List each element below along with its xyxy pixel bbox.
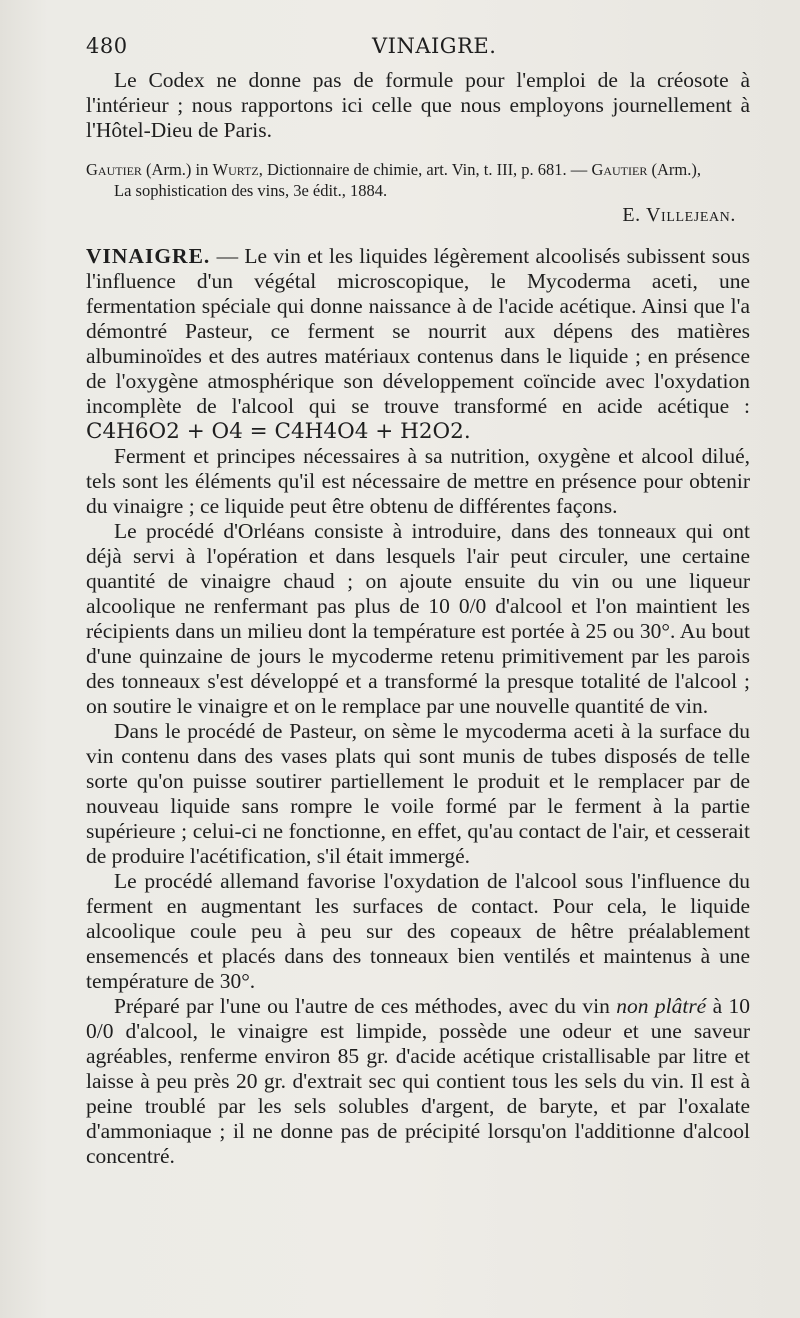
- entry-paragraph-5: Le procédé allemand favorise l'oxydation de l'alcool sous l'influence du ferment en augmentant les surfaces de contact. Pour cela, le liquide alcoolique coule peu à peu sur des copeaux de hêtre préalablement ensemencés et placés dans des tonneaux bien ventilés et maintenus à une température de 30°.: [86, 869, 750, 993]
- ref-author: Wurtz: [212, 160, 259, 179]
- reference-line-1: [86, 159, 750, 180]
- ref-text: (Arm.),: [647, 160, 701, 179]
- para6-text: à 10 0/0 d'alcool, le vinaigre est limpide, possède une odeur et une saveur agréables, renferme environ 85 gr. d'acide acétique cristallisable par litre et laisse à peu près 20 gr. d'extrait sec qui contient tous les sels du vin. Il est à peine troublé par les sels solubles d'argent, de baryte, et par l'oxalate d'ammoniaque ; il ne donne pas de précipité lorsqu'on l'additionne d'alcool concentré.: [86, 994, 751, 1168]
- ref-author: Gautier: [86, 160, 142, 179]
- reference-line-2: La sophistication des vins, 3e édit., 1884.: [114, 181, 388, 200]
- author-signature: E. Villejean.: [622, 204, 736, 226]
- ref-text: , Dictionnaire de chimie, art. Vin, t. III, p. 681. —: [258, 160, 592, 179]
- page-body: [86, 68, 750, 1169]
- entry-paragraph-1: [86, 244, 750, 444]
- page-number: 480: [86, 34, 128, 58]
- entry-lead-text: — Le vin et les liquides légèrement alcoolisés subissent sous l'influence d'un végétal microscopique, le Mycoderma aceti, une fermentation spéciale qui donne naissance à de l'acide acétique. Ainsi que l'a démontré Pasteur, ce ferment se nourrit aux dépens des matières albuminoïdes et des autres matériaux contenus dans le liquide ; en présence de l'oxygène atmosphérique son développement coïncide avec l'oxydation incomplète de l'alcool qui se trouve transformé en acide acétique :: [86, 244, 750, 418]
- page-header: [86, 34, 750, 64]
- entry-paragraph-6: [86, 994, 750, 1169]
- entry-paragraph-4: Dans le procédé de Pasteur, on sème le mycoderma aceti à la surface du vin contenu dans des vases plats qui sont munis de tubes disposés de telle sorte qu'on puisse soutirer partiellement le produit et le remplacer par de nouveau liquide sans rompre le voile formé par le ferment à la partie supérieure ; celui-ci ne fonctionne, en effet, qu'au contact de l'air, et cesserait de produire l'acétification, s'il était immergé.: [86, 719, 750, 868]
- running-title: VINAIGRE.: [372, 34, 497, 58]
- ref-text: (Arm.) in: [141, 160, 213, 179]
- entry-paragraph-3: Le procédé d'Orléans consiste à introduire, dans des tonneaux qui ont déjà servi à l'opération et dans lesquels l'air peut circuler, une certaine quantité de vinaigre chaud ; on ajoute ensuite du vin ou une liqueur alcoolique ne renfermant pas plus de 10 0/0 d'alcool et l'on maintient les récipients dans un milieu dont la température est portée à 25 ou 30°. Au bout d'une quinzaine de jours le mycoderme retenu primitivement par les parois des tonneaux s'est développé et a transformé la presque totalité de l'alcool ; on soutire le vinaigre et on le remplace par une nouvelle quantité de vin.: [86, 519, 750, 718]
- para6-text: Préparé par l'une ou l'autre de ces méthodes, avec du vin: [114, 994, 617, 1018]
- intro-paragraph: Le Codex ne donne pas de formule pour l'emploi de la créosote à l'intérieur ; nous rapportons ici celle que nous employons journellement à l'Hôtel-Dieu de Paris.: [86, 68, 750, 142]
- bibliography-references: [86, 159, 750, 201]
- para6-italic-text: non plâtré: [616, 994, 707, 1018]
- ref-author: Gautier: [591, 160, 648, 179]
- entry-paragraph-2: Ferment et principes nécessaires à sa nutrition, oxygène et alcool dilué, tels sont les éléments qu'il est nécessaire de mettre en présence pour obtenir du vinaigre ; ce liquide peut être obtenu de différentes façons.: [86, 444, 750, 518]
- chemical-formula: C4H6O2 + O4 = C4H4O4 + H2O2.: [86, 419, 471, 444]
- entry-headword: VINAIGRE.: [86, 244, 211, 268]
